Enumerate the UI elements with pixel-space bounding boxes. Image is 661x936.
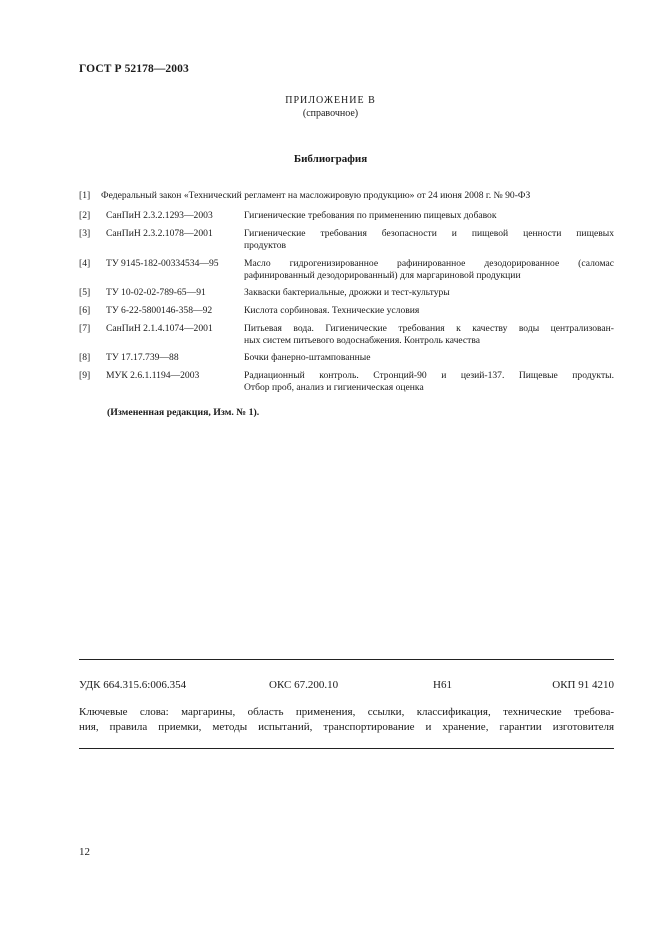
ref-text: Федеральный закон «Технический регламент на масложировую продукцию» от 24 июня 2008 г. № 90-ФЗ xyxy=(101,190,531,201)
ref-number: [8] xyxy=(79,352,91,363)
ref-document: ТУ 9145-182-00334534—95 xyxy=(106,258,219,269)
ref-text-line: Гигиенические требования безопасности и пищевой ценности пищевых xyxy=(244,228,614,239)
okp-code: ОКП 91 4210 xyxy=(552,679,614,691)
ref-number: [7] xyxy=(79,323,91,334)
standard-designation: ГОСТ Р 52178—2003 xyxy=(79,63,189,75)
ref-document: МУК 2.6.1.1194—2003 xyxy=(106,370,200,381)
ref-document: ТУ 10-02-02-789-65—91 xyxy=(106,287,206,298)
ref-text-line: продуктов xyxy=(244,239,287,251)
ref-text: Бочки фанерно-штампованные xyxy=(244,352,371,363)
ref-text: Кислота сорбиновая. Технические условия xyxy=(244,305,420,316)
appendix-subtitle: (справочное) xyxy=(302,108,359,119)
bibliography-title: Библиография xyxy=(293,153,368,165)
ref-text xyxy=(244,370,614,393)
ref-text-line: Питьевая вода. Гигиенические требования к качеству воды централизован- xyxy=(244,323,614,334)
udk-code: УДК 664.315.6:006.354 xyxy=(79,679,187,691)
ref-number: [5] xyxy=(79,287,91,298)
ref-text-line: Отбор проб, анализ и гигиеническая оценка xyxy=(244,381,424,393)
bottom-divider xyxy=(79,748,614,749)
ref-text xyxy=(244,323,614,346)
ref-document: ТУ 6-22-5800146-358—92 xyxy=(106,305,213,316)
top-divider xyxy=(79,659,614,660)
ref-number: [6] xyxy=(79,305,91,316)
ref-number: [4] xyxy=(79,258,91,269)
appendix-title: ПРИЛОЖЕНИЕ В xyxy=(285,95,376,106)
ref-text-line: рафинированный дезодорированный) для маргариновой продукции xyxy=(244,269,521,281)
ref-document: ТУ 17.17.739—88 xyxy=(106,352,179,363)
ref-document: СанПиН 2.3.2.1078—2001 xyxy=(106,228,213,239)
ref-document: СанПиН 2.1.4.1074—2001 xyxy=(106,323,213,334)
ref-number: [3] xyxy=(79,228,91,239)
ref-number: [9] xyxy=(79,370,91,381)
classification-row xyxy=(79,679,614,693)
keywords-line: ния, правила приемки, методы испытаний, транспортирование и хранение, гарантии изготовителя xyxy=(79,720,614,733)
ref-text xyxy=(244,228,614,251)
ref-text-line: Радиационный контроль. Стронций-90 и цезий-137. Пищевые продукты. xyxy=(244,370,614,381)
ref-text xyxy=(244,258,614,281)
keywords-line: Ключевые слова: маргарины, область применения, ссылки, классификация, технические требова- xyxy=(79,706,614,718)
ref-text: Гигиенические требования по применению пищевых добавок xyxy=(244,210,497,221)
group-code: Н61 xyxy=(433,679,452,691)
ref-text-line: Масло гидрогенизированное рафинированное дезодорированное (саломас xyxy=(244,258,614,269)
ref-number: [1] xyxy=(79,190,91,201)
amendment-note: (Измененная редакция, Изм. № 1). xyxy=(107,407,260,418)
ref-text-line: ных систем питьевого водоснабжения. Контроль качества xyxy=(244,334,481,346)
ref-number: [2] xyxy=(79,210,91,221)
oks-code: ОКС 67.200.10 xyxy=(269,679,339,691)
page-number: 12 xyxy=(79,846,90,858)
ref-document: СанПиН 2.3.2.1293—2003 xyxy=(106,210,213,221)
ref-text: Закваски бактериальные, дрожжи и тест-культуры xyxy=(244,287,450,298)
keywords xyxy=(79,705,614,734)
